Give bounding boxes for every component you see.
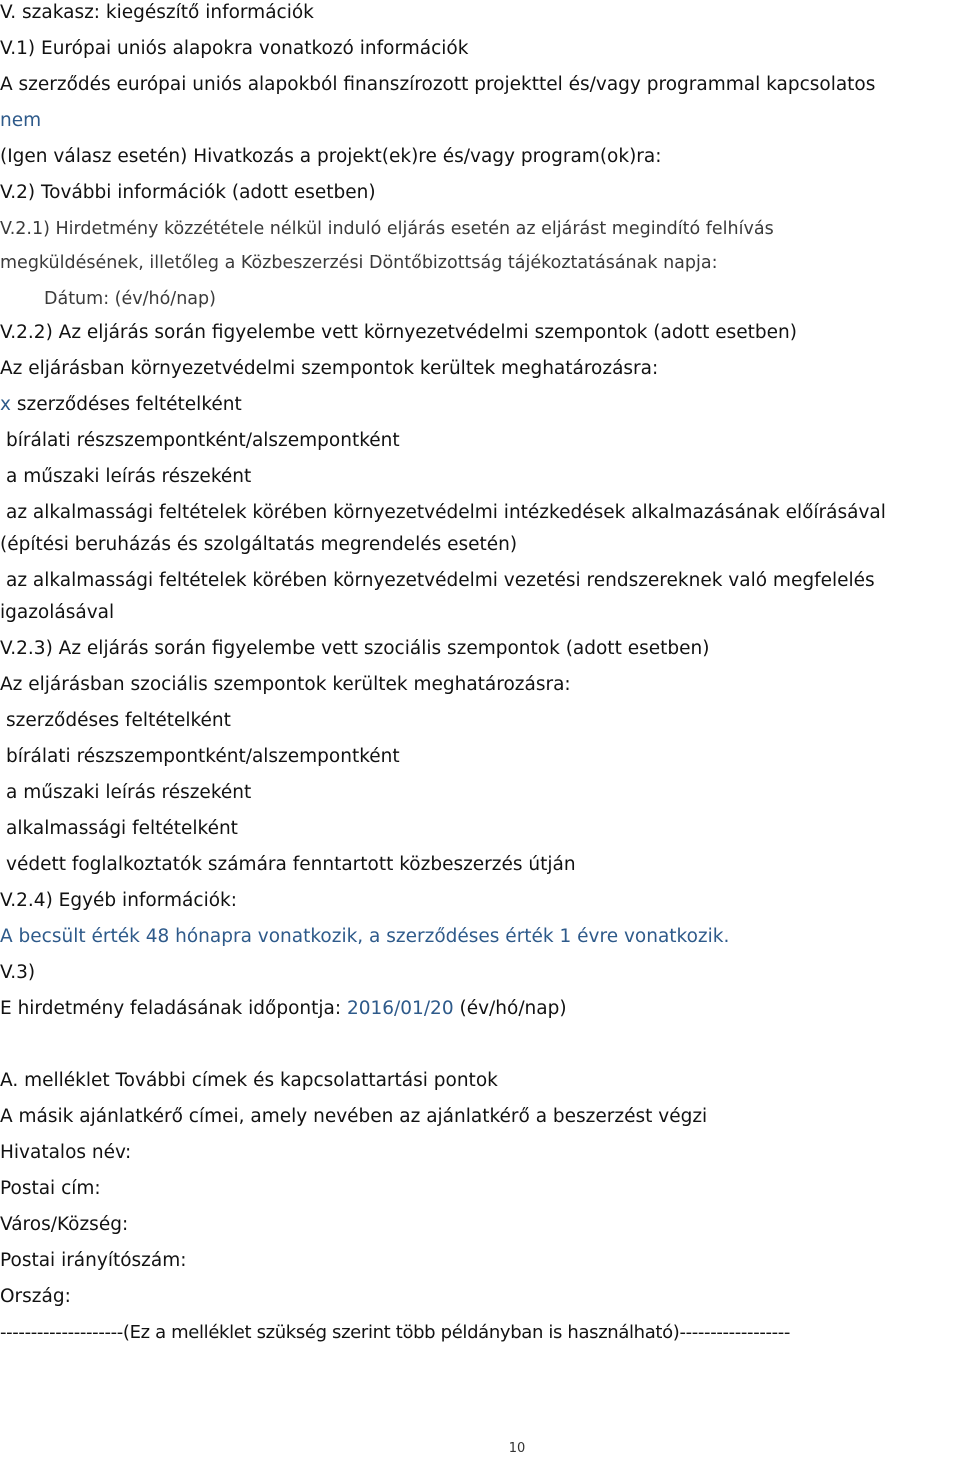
- dispatch-date-line: [0, 996, 567, 1022]
- social-intro: Az eljárásban szociális szempontok kerültek meghatározásra:: [0, 674, 571, 695]
- dispatch-date-label: E hirdetmény feladásának időpontja:: [0, 998, 347, 1019]
- social-option-suitability: alkalmassági feltételként: [6, 818, 238, 839]
- section-heading: V. szakasz: kiegészítő információk: [0, 2, 314, 23]
- environmental-intro: Az eljárásban környezetvédelmi szempontok kerültek meghatározásra:: [0, 358, 659, 379]
- social-option-contract: szerződéses feltételként: [6, 710, 231, 731]
- social-option-criteria: bírálati részszempontként/alszempontként: [6, 746, 400, 767]
- environmental-option-measures-line1: az alkalmassági feltételek körében környezetvédelmi intézkedések alkalmazásának előírásával: [6, 502, 886, 523]
- more-info-heading: V.2) További információk (adott esetben): [0, 182, 376, 203]
- country-label: Ország:: [0, 1286, 71, 1307]
- other-info-text: A becsült érték 48 hónapra vonatkozik, a szerződéses érték 1 évre vonatkozik.: [0, 926, 730, 947]
- environmental-heading: V.2.2) Az eljárás során figyelembe vett környezetvédelmi szempontok (adott esetben): [0, 322, 797, 343]
- environmental-option-management-line1: az alkalmassági feltételek körében környezetvédelmi vezetési rendszereknek való megfelelés: [6, 570, 875, 591]
- annex-heading: A. melléklet További címek és kapcsolattartási pontok: [0, 1070, 498, 1091]
- page-number: 10: [508, 1441, 526, 1456]
- v21-text-line2: megküldésének, illetőleg a Közbeszerzési Döntőbizottság tájékoztatásának napja:: [0, 253, 718, 273]
- v21-text-line1: V.2.1) Hirdetmény közzététele nélkül induló eljárás esetén az eljárást megindító felhívás: [0, 219, 774, 239]
- dispatch-date-unit: (év/hó/nap): [453, 998, 567, 1019]
- environmental-option-technical: a műszaki leírás részeként: [6, 466, 252, 487]
- social-option-technical: a műszaki leírás részeként: [6, 782, 252, 803]
- social-option-sheltered: védett foglalkoztatók számára fenntartott közbeszerzés útján: [6, 854, 576, 875]
- annex-subheading: A másik ajánlatkérő címei, amely nevében az ajánlatkérő a beszerzést végzi: [0, 1106, 708, 1127]
- option-label: szerződéses feltételként: [16, 394, 242, 415]
- eu-funds-question: A szerződés európai uniós alapokból finanszírozott projekttel és/vagy programmal kapcsolatos: [0, 74, 876, 95]
- postcode-label: Postai irányítószám:: [0, 1250, 187, 1271]
- eu-funds-reference: (Igen válasz esetén) Hivatkozás a projekt(ek)re és/vagy program(ok)ra:: [0, 146, 662, 167]
- eu-funds-heading: V.1) Európai uniós alapokra vonatkozó információk: [0, 38, 469, 59]
- environmental-option-management-line2: igazolásával: [0, 602, 115, 623]
- social-heading: V.2.3) Az eljárás során figyelembe vett szociális szempontok (adott esetben): [0, 638, 710, 659]
- annex-separator: --------------------(Ez a melléklet szükség szerint több példányban is használható)------------------: [0, 1322, 791, 1343]
- environmental-option-criteria: bírálati részszempontként/alszempontként: [6, 430, 400, 451]
- other-info-heading: V.2.4) Egyéb információk:: [0, 890, 237, 911]
- official-name-label: Hivatalos név:: [0, 1142, 132, 1163]
- environmental-option-measures-line2: (építési beruházás és szolgáltatás megrendelés esetén): [0, 534, 518, 555]
- checked-mark: x: [0, 394, 11, 415]
- dispatch-date-value: 2016/01/20: [346, 998, 454, 1019]
- eu-funds-answer: nem: [0, 110, 42, 131]
- postal-address-label: Postai cím:: [0, 1178, 101, 1199]
- date-label: Dátum: (év/hó/nap): [44, 289, 216, 309]
- environmental-option-contract: [0, 392, 242, 418]
- city-label: Város/Község:: [0, 1214, 129, 1235]
- v3-heading: V.3): [0, 962, 36, 983]
